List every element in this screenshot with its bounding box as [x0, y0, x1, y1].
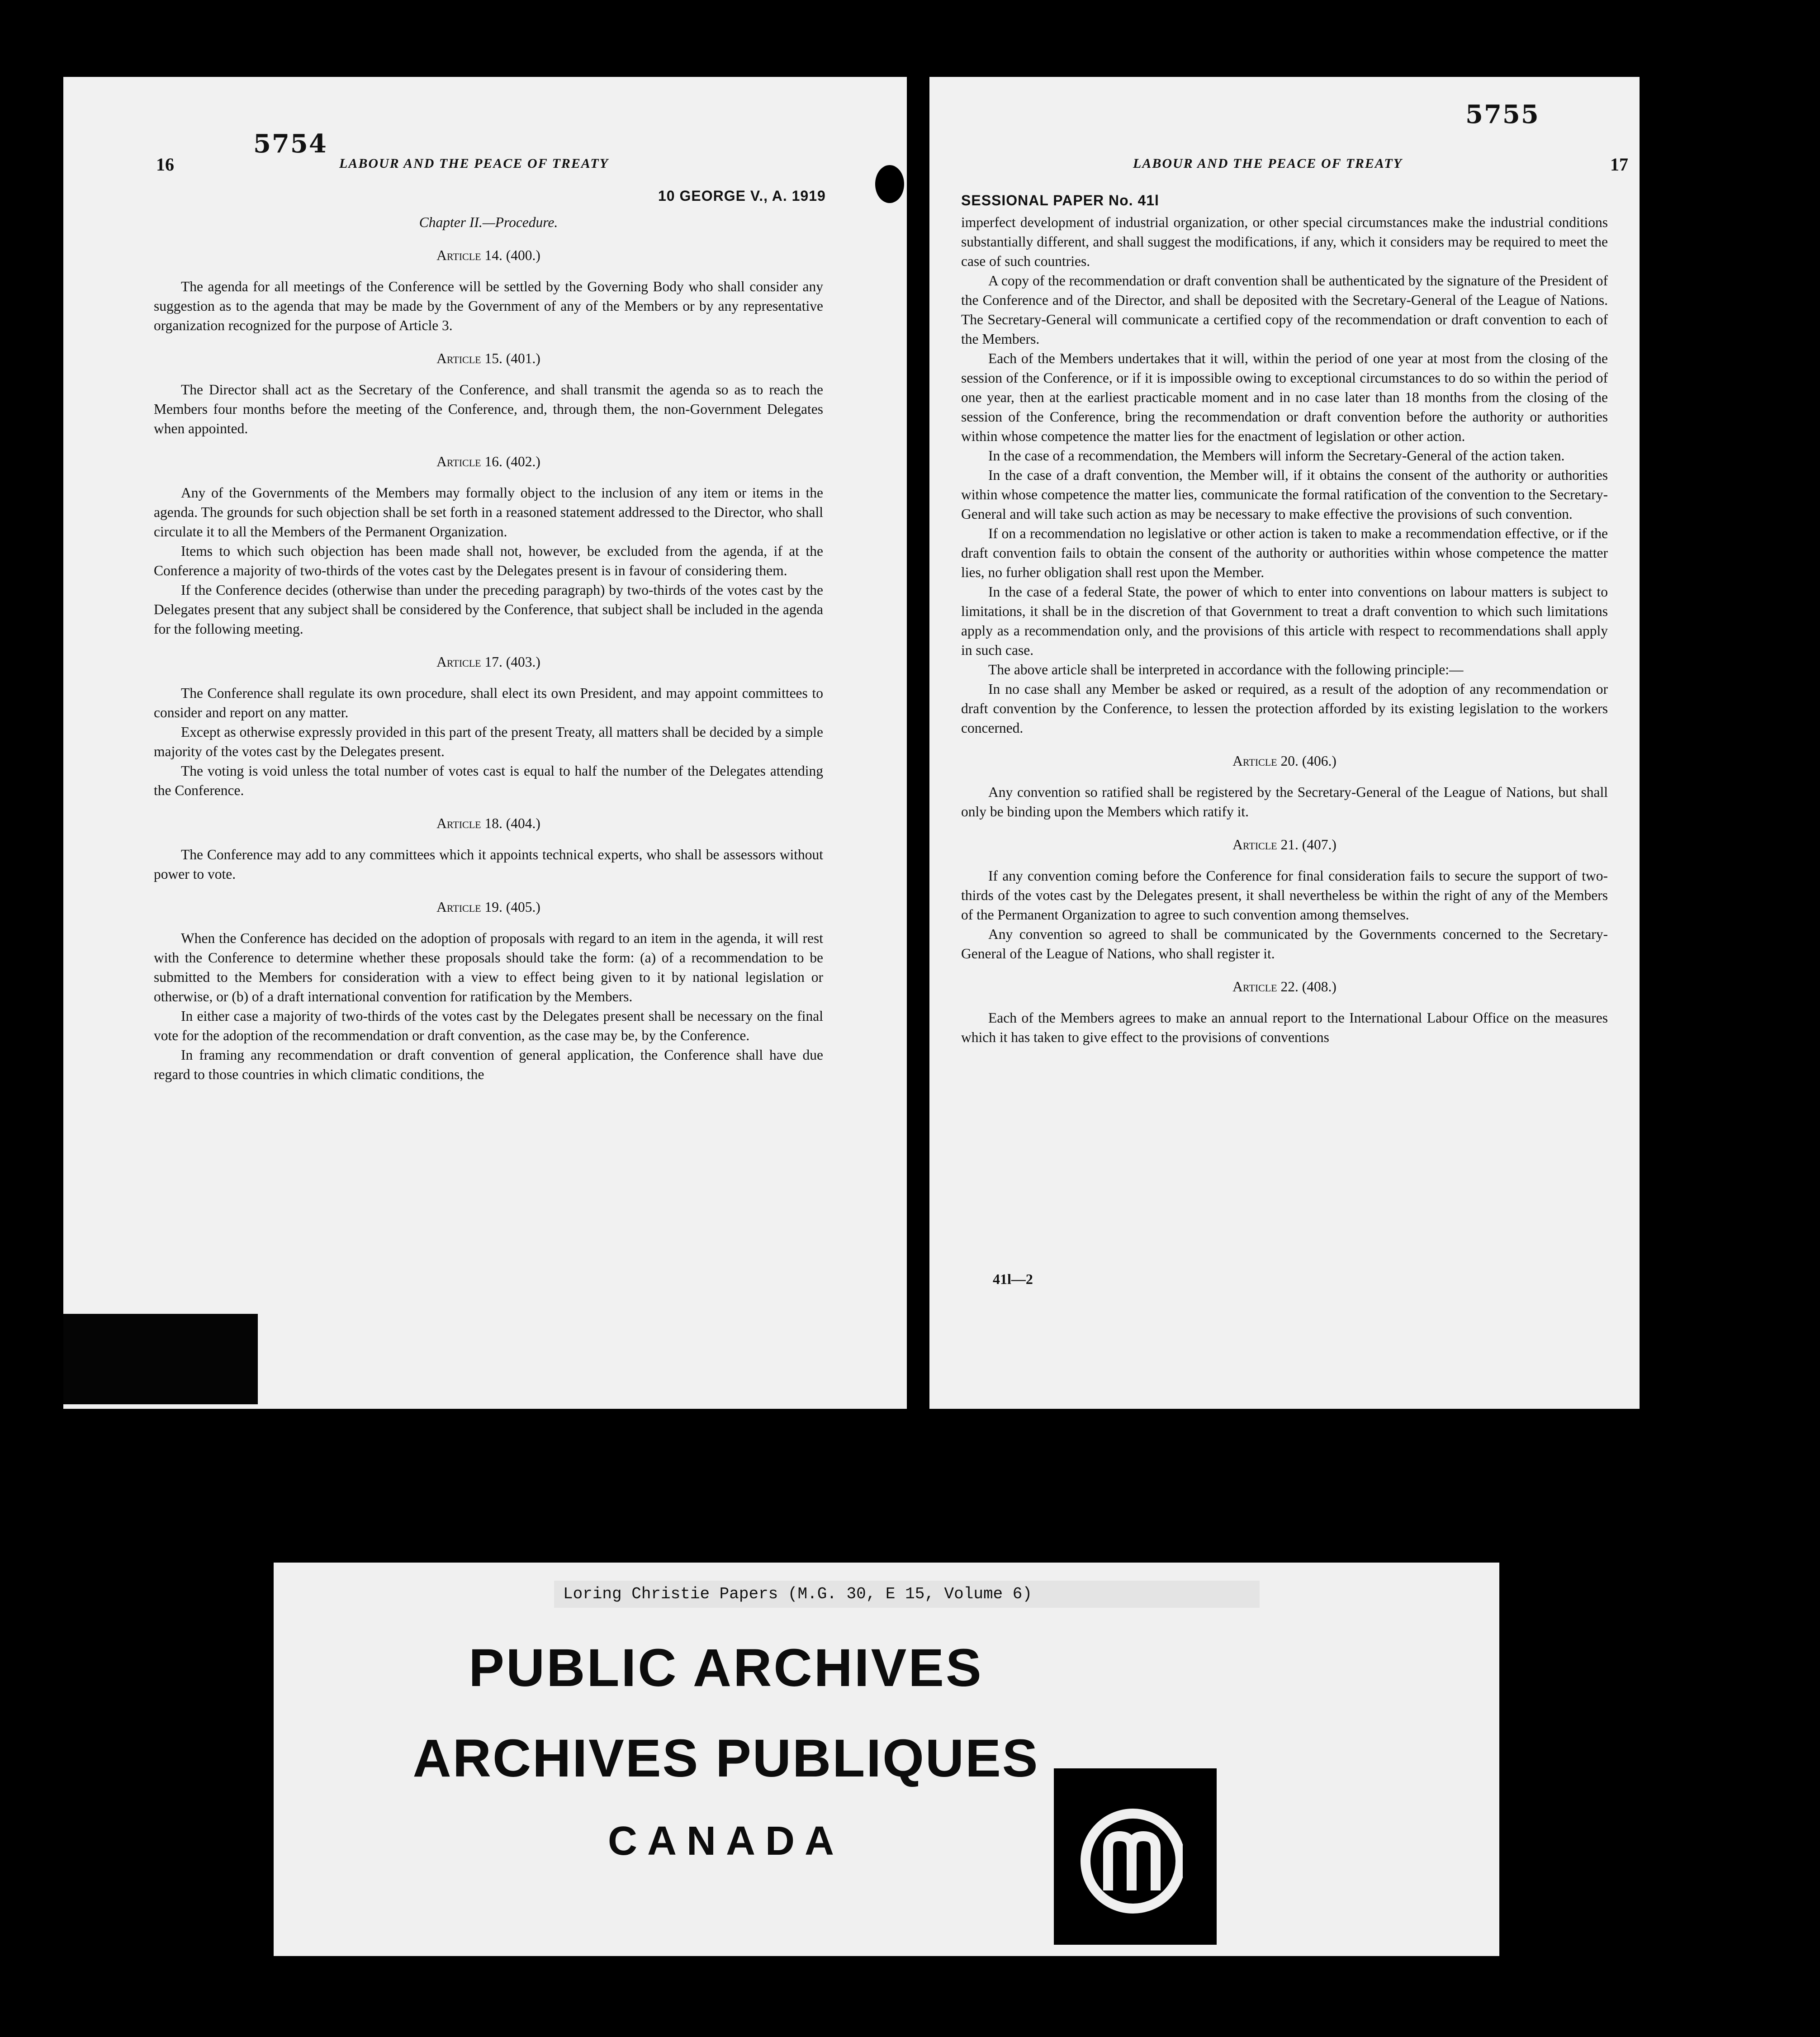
collection-label: Loring Christie Papers (M.G. 30, E 15, Volume 6) [554, 1581, 1260, 1608]
archive-country: CANADA [608, 1819, 844, 1864]
session-line: SESSIONAL PAPER No. 41l [961, 192, 1159, 208]
paragraph: In the case of a draft convention, the Member will, if it obtains the consent of the authority or authorities within whose competence the matter lies, communicate the formal ratification of the convention to the Secretary-General and will take such action as may be necessary to make effective the provisions of such convention. [961, 467, 1608, 522]
article-heading: Article 21. (407.) [1232, 837, 1337, 853]
article-heading: Article 18. (404.) [436, 815, 540, 831]
archive-title-french: ARCHIVES PUBLIQUES [412, 1729, 1039, 1788]
left-page-body [154, 213, 823, 1084]
paragraph: The above article shall be interpreted in accordance with the following principle:— [988, 662, 1464, 677]
archive-stamp-number: 5754 [253, 129, 327, 159]
paragraph: Any convention so ratified shall be registered by the Secretary-General of the League of Nations, but shall only be binding upon the Members which ratify it. [961, 784, 1608, 820]
session-line: 10 GEORGE V., A. 1919 [658, 188, 826, 204]
running-title: LABOUR AND THE PEACE OF TREATY [1133, 156, 1403, 171]
paragraph: The voting is void unless the total number of votes cast is equal to half the number of the Delegates attending the Conference. [154, 763, 823, 798]
article-heading: Article 16. (402.) [436, 454, 540, 469]
article-heading: Article 19. (405.) [436, 899, 540, 915]
paragraph: In the case of a federal State, the power of which to enter into conventions on labour matters is subject to limitations, it shall be in the discretion of that Government to treat a draft convention to which such limitations apply as a recommendation only, and the provisions of this article with respect to recommendations shall apply in such case. [961, 584, 1608, 658]
paragraph: In either case a majority of two-thirds of the votes cast by the Delegates present shall be necessary on the final vote for the adoption of the recommendation or draft convention, as the case may be, by the Conference. [154, 1008, 823, 1043]
paragraph: Items to which such objection has been made shall not, however, be excluded from the agenda, if at the Conference a majority of two-thirds of the votes cast by the Delegates present is in favour of considering them. [154, 543, 823, 578]
page-tab [63, 1314, 258, 1404]
article-heading: Article 14. (400.) [436, 247, 540, 263]
paragraph: The Conference may add to any committees which it appoints technical experts, who shall be assessors without power to vote. [154, 847, 823, 882]
paragraph: Any convention so agreed to shall be communicated by the Governments concerned to the Secretary-General of the League of Nations, who shall register it. [961, 926, 1608, 962]
article-heading: Article 22. (408.) [1232, 979, 1337, 995]
paragraph: In framing any recommendation or draft convention of general application, the Conference shall have due regard to those countries in which climatic conditions, the [154, 1047, 823, 1082]
paragraph: The Conference shall regulate its own procedure, shall elect its own President, and may appoint committees to consider and report on any matter. [154, 685, 823, 720]
left-page [63, 77, 907, 1409]
signature-mark: 41l—2 [993, 1271, 1033, 1287]
page-number: 16 [156, 154, 174, 175]
right-page [929, 77, 1640, 1409]
paragraph: The Director shall act as the Secretary of the Conference, and shall transmit the agenda so as to reach the Members four months before the meeting of the Conference, and, through them, the non-Government Delegates when appointed. [154, 382, 823, 436]
archive-title-english: PUBLIC ARCHIVES [469, 1638, 983, 1698]
article-heading: Article 20. (406.) [1232, 753, 1337, 769]
paragraph: If on a recommendation no legislative or other action is taken to make a recommendation effective, or if the draft convention fails to obtain the consent of the authority or authorities within whose competence the matter lies, no furher obligation shall rest upon the Member. [961, 526, 1608, 580]
paragraph: A copy of the recommendation or draft convention shall be authenticated by the signature of the President of the Conference and of the Director, and shall be deposited with the Secretary-General of the League of Nations. The Secretary-General will communicate a certified copy of the recommendation or draft convention to each of the Members. [961, 273, 1608, 347]
paragraph: Each of the Members undertakes that it will, within the period of one year at most from the closing of the session of the Conference, or if it is impossible owing to exceptional circumstances to do so within the period of one year, then at the earliest practicable moment and in no case later than 18 months from the closing of the session of the Conference, bring the recommendation or draft convention before the authority or authorities within whose competence the matter lies for the enactment of legislation or other action. [961, 351, 1608, 444]
chapter-heading: Chapter II.—Procedure. [419, 214, 558, 230]
paragraph: Any of the Governments of the Members may formally object to the inclusion of any item or items in the agenda. The grounds for such objection shall be set forth in a reasoned statement addressed to the Director, who shall circulate it to all the Members of the Permanent Organization. [154, 485, 823, 540]
paragraph: If the Conference decides (otherwise than under the preceding paragraph) by two-thirds of the votes cast by the Delegates present that any subject shall be considered by the Conference, that subject shall be included in the agenda for the following meeting. [154, 582, 823, 637]
paragraph: In the case of a recommendation, the Members will inform the Secretary-General of the action taken. [988, 448, 1565, 464]
paragraph: The agenda for all meetings of the Conference will be settled by the Governing Body who shall consider any suggestion as to the agenda that may be made by the Government of any of the Members or by any representative organization recognized for the purpose of Article 3. [154, 279, 823, 333]
page-number: 17 [1610, 154, 1628, 175]
paragraph: If any convention coming before the Conference for final consideration fails to secure the support of two-thirds of the votes cast by the Delegates present, it shall nevertheless be within the right of any of the Members of the Permanent Organization to agree to such convention among themselves. [961, 868, 1608, 923]
running-title: LABOUR AND THE PEACE OF TREATY [339, 156, 609, 171]
article-heading: Article 15. (401.) [436, 351, 540, 366]
paragraph: Each of the Members agrees to make an annual report to the International Labour Office on the measures which it has taken to give effect to the provisions of conventions [961, 1010, 1608, 1045]
archive-card [274, 1563, 1499, 1956]
paragraph: Except as otherwise expressly provided in this part of the present Treaty, all matters shall be decided by a simple majority of the votes cast by the Delegates present. [154, 724, 823, 759]
right-paragraphs [961, 213, 1608, 1047]
right-page-body [961, 213, 1608, 1047]
archive-stamp-number: 5755 [1465, 99, 1540, 129]
paragraph: In no case shall any Member be asked or required, as a result of the adoption of any recommendation or draft convention by the Conference, to lessen the protection afforded by its existing legislation to the workers concerned. [961, 681, 1608, 736]
paragraph: imperfect development of industrial organization, or other special circumstances make the industrial conditions substantially different, and shall suggest the modifications, if any, which it considers may be required to meet the case of such countries. [961, 214, 1608, 269]
binding-hole [875, 165, 904, 203]
archives-canada-logo-icon [1054, 1768, 1217, 1945]
article-heading: Article 17. (403.) [436, 654, 540, 670]
paragraph: When the Conference has decided on the adoption of proposals with regard to an item in the agenda, it will rest with the Conference to determine whether these proposals should take the form: (a) of a recommendation to be submitted to the Members for consideration with a view to effect being given to it by national legislation or otherwise, or (b) of a draft international convention for ratification by the Members. [154, 930, 823, 1004]
left-paragraphs [154, 246, 823, 1084]
